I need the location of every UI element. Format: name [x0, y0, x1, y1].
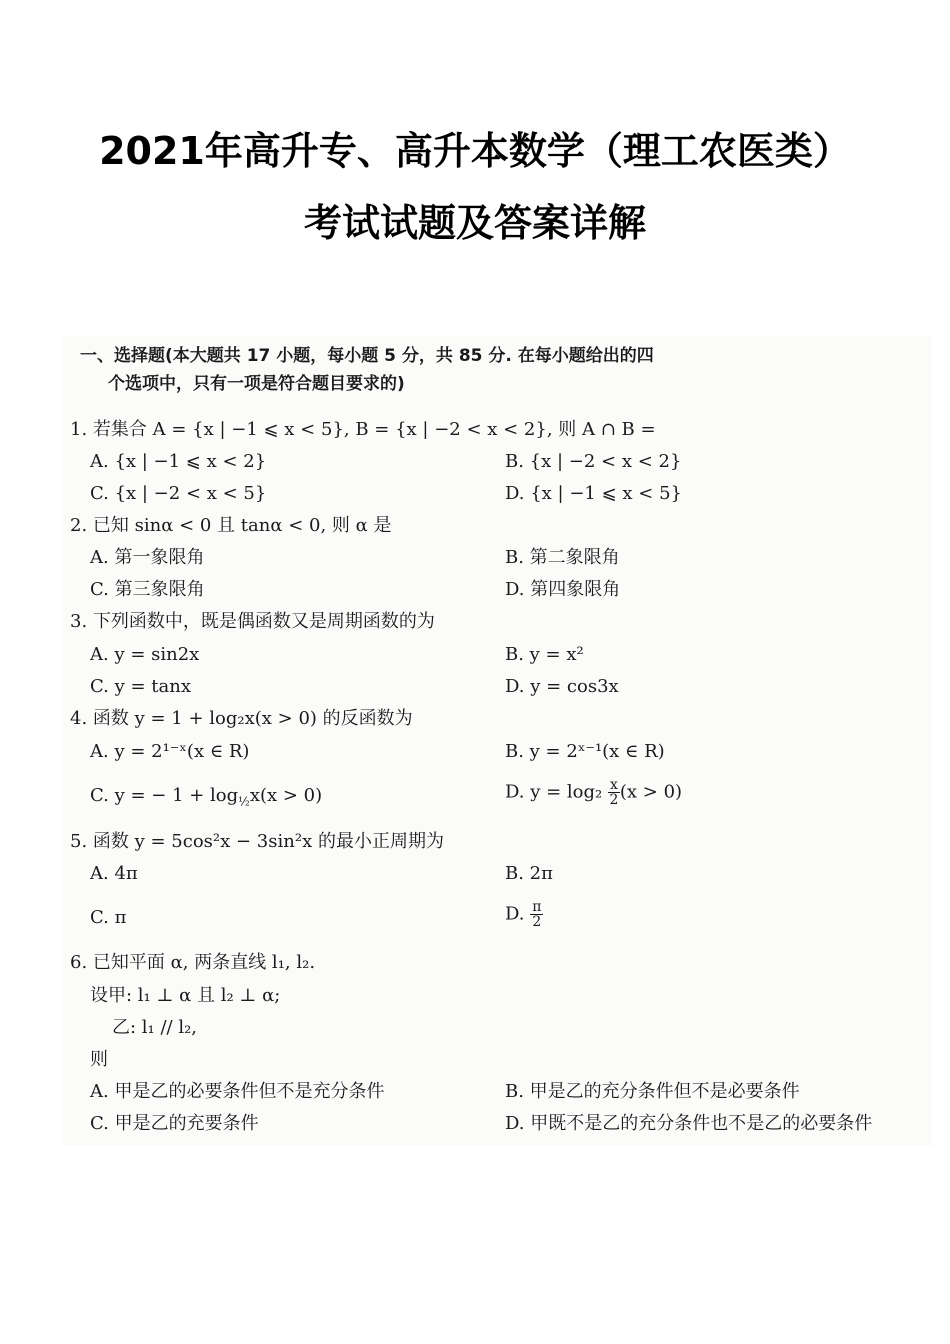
question-4-option-d-fraction — [608, 778, 620, 807]
question-2-option-d: D. 第四象限角 — [505, 579, 621, 600]
question-2-option-a: A. 第一象限角 — [90, 547, 205, 568]
question-3-option-d: D. y = cos3x — [505, 676, 619, 697]
page-subtitle: 考试试题及答案详解 — [303, 201, 646, 245]
question-3-option-c: C. y = tanx — [90, 676, 191, 697]
question-2-option-c: C. 第三象限角 — [90, 579, 205, 600]
question-6-option-b: B. 甲是乙的充分条件但不是必要条件 — [505, 1081, 800, 1102]
question-4-option-c-suffix: x(x > 0) — [249, 785, 323, 806]
question-5-option-c: C. π — [90, 907, 127, 928]
question-1-option-b: B. {x | −2 < x < 2} — [505, 451, 682, 472]
question-4-option-c-log-base: ½ — [238, 794, 250, 809]
question-1-option-a: A. {x | −1 ⩽ x < 2} — [90, 451, 267, 472]
question-4-option-c-prefix: C. y = − 1 + log — [90, 785, 239, 806]
question-1-stem: 1. 若集合 A = {x | −1 ⩽ x < 5}, B = {x | −2 < x < 2}, 则 A ∩ B = — [70, 419, 656, 440]
question-3-option-b: B. y = x² — [505, 644, 584, 665]
question-5-option-b: B. 2π — [505, 863, 553, 884]
fraction-denominator: 2 — [532, 914, 542, 930]
question-1-option-d: D. {x | −1 ⩽ x < 5} — [505, 483, 682, 504]
question-6-option-a: A. 甲是乙的必要条件但不是充分条件 — [90, 1081, 385, 1102]
section-heading-line2: 个选项中，只有一项是符合题目要求的) — [108, 374, 405, 394]
question-1-option-c: C. {x | −2 < x < 5} — [90, 483, 267, 504]
fraction-numerator: π — [532, 899, 542, 915]
question-6-stem: 6. 已知平面 α, 两条直线 l₁, l₂. — [70, 952, 316, 973]
section-heading-line1: 一、选择题(本大题共 17 小题，每小题 5 分，共 85 分. 在每小题给出的四 — [80, 346, 654, 366]
page-title: 2021年高升专、高升本数学（理工农医类） — [99, 129, 851, 173]
question-2-option-b: B. 第二象限角 — [505, 547, 620, 568]
question-2-stem: 2. 已知 sinα < 0 且 tanα < 0, 则 α 是 — [70, 515, 392, 536]
question-5-option-d — [505, 900, 543, 929]
fraction-numerator: x — [610, 777, 618, 793]
question-4-option-b: B. y = 2ˣ⁻¹(x ∈ R) — [505, 741, 665, 762]
question-5-option-a: A. 4π — [90, 863, 138, 884]
question-4-stem: 4. 函数 y = 1 + log₂x(x > 0) 的反函数为 — [70, 708, 413, 729]
fraction-denominator: 2 — [609, 792, 619, 808]
question-3-stem: 3. 下列函数中，既是偶函数又是周期函数的为 — [70, 611, 435, 632]
question-6-then: 则 — [90, 1049, 108, 1070]
question-5-stem: 5. 函数 y = 5cos²x − 3sin²x 的最小正周期为 — [70, 831, 444, 852]
question-3-option-a: A. y = sin2x — [90, 644, 200, 665]
question-4-option-c — [90, 784, 322, 814]
question-5-option-d-fraction — [530, 900, 543, 929]
question-6-option-d: D. 甲既不是乙的充分条件也不是乙的必要条件 — [505, 1113, 873, 1134]
question-6-condition-jia: 设甲: l₁ ⊥ α 且 l₂ ⊥ α; — [90, 985, 281, 1006]
question-5-option-d-prefix: D. — [505, 903, 525, 925]
question-4-option-d — [505, 778, 682, 807]
question-6-option-c: C. 甲是乙的充要条件 — [90, 1113, 259, 1134]
question-4-option-d-prefix: D. y = log₂ — [505, 781, 603, 803]
question-4-option-a: A. y = 2¹⁻ˣ(x ∈ R) — [90, 741, 250, 762]
question-4-option-d-suffix: (x > 0) — [619, 781, 683, 803]
question-6-condition-yi: 乙: l₁ // l₂, — [112, 1017, 198, 1038]
